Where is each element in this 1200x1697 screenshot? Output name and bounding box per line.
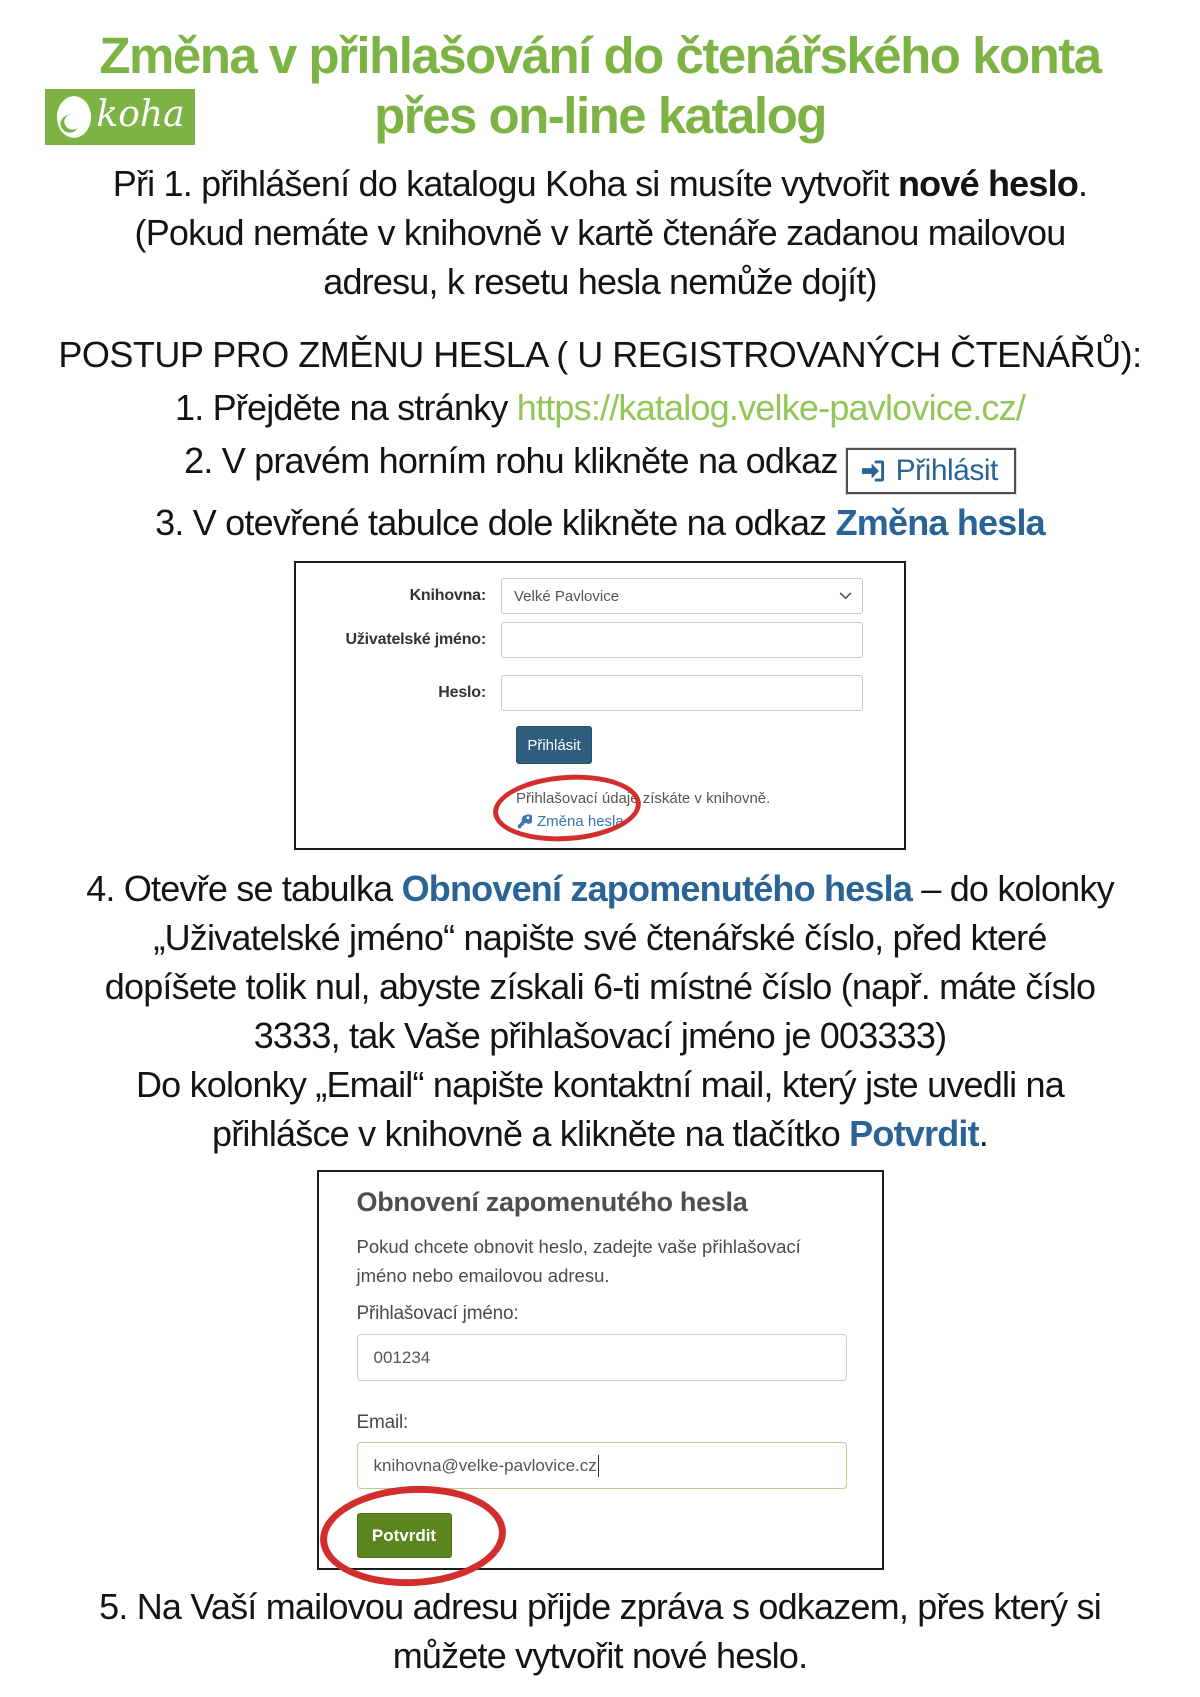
- catalog-url-link[interactable]: https://katalog.velke-pavlovice.cz/: [516, 387, 1026, 429]
- library-select[interactable]: [501, 578, 863, 614]
- change-password-link[interactable]: [517, 813, 624, 830]
- reset-form-screenshot: [317, 1170, 884, 1570]
- reset-email-value: knihovna@velke-pavlovice.cz: [373, 1455, 597, 1475]
- section4-line1: 4. Otevře se tabulka Obnovení zapomenutého hesla – do kolonky: [86, 868, 1114, 910]
- step-2: 2. V pravém horním rohu klikněte na odkaz Přihlásit: [0, 436, 1200, 494]
- reset-form-description: Pokud chcete obnovit heslo, zadejte vaše přihlašovací jméno nebo emailovou adresu.: [356, 1236, 801, 1287]
- potvrdit-reference: Potvrdit: [849, 1113, 979, 1155]
- obnoveni-reference: Obnovení zapomenutého hesla: [401, 868, 913, 910]
- library-label: Knihovna:: [409, 587, 486, 605]
- red-circle-annotation: [491, 770, 643, 846]
- username-row: [296, 622, 904, 658]
- change-password-link-label: Změna hesla: [537, 813, 624, 831]
- reset-form-heading: Obnovení zapomenutého hesla: [356, 1187, 748, 1218]
- prihlasit-inline-button[interactable]: [846, 448, 1016, 494]
- step-3: 3. V otevřené tabulce dole klikněte na odkaz Změna hesla: [155, 502, 1045, 544]
- intro-line2: (Pokud nemáte v knihovně v kartě čtenáře zadanou mailovou: [134, 212, 1066, 254]
- sign-in-icon: [859, 457, 887, 485]
- library-row: [296, 578, 904, 614]
- title-row: [0, 87, 1200, 147]
- login-submit-button[interactable]: Přihlásit: [516, 726, 592, 764]
- section4-line4: 3333, tak Vaše přihlašovací jméno je 003333): [253, 1015, 947, 1057]
- intro-line1: Při 1. přihlášení do katalogu Koha si musíte vytvořit nové heslo.: [112, 163, 1088, 205]
- page-title: Změna v přihlašování do čtenářského konta: [99, 27, 1101, 84]
- koha-logo: [45, 89, 195, 145]
- section4-line5: Do kolonky „Email“ napište kontaktní mail, který jste uvedli na: [135, 1064, 1065, 1106]
- password-input[interactable]: [501, 675, 863, 711]
- library-select-value: Velké Pavlovice: [514, 587, 620, 605]
- reset-email-input[interactable]: [357, 1442, 847, 1489]
- intro-bold: nové heslo: [897, 163, 1079, 205]
- step-1: 1. Přejděte na stránky https://katalog.velke-pavlovice.cz/: [174, 387, 1026, 429]
- password-row: [296, 675, 904, 711]
- procedure-heading: POSTUP PRO ZMĚNU HESLA ( U REGISTROVANÝCH ČTENÁŘŮ):: [58, 334, 1142, 376]
- password-label: Heslo:: [438, 684, 486, 702]
- confirm-button[interactable]: Potvrdit: [357, 1513, 452, 1558]
- step5-line2: můžete vytvořit nové heslo.: [392, 1635, 808, 1677]
- chevron-down-icon: [839, 592, 852, 600]
- section4-line2: „Uživatelské jméno“ napište své čtenářské číslo, před které: [153, 917, 1047, 959]
- koha-egg-icon: [55, 95, 93, 139]
- section4-line6: přihlášce v knihovně a klikněte na tlačítko Potvrdit.: [212, 1113, 988, 1155]
- section4-line3: dopíšete tolik nul, abyste získali 6-ti místné číslo (např. máte číslo: [104, 966, 1096, 1008]
- zmena-hesla-reference: Změna hesla: [835, 502, 1045, 544]
- intro-line3: adresu, k resetu hesla nemůže dojít): [323, 261, 877, 303]
- reset-username-value: 001234: [373, 1347, 431, 1367]
- step5-line1: 5. Na Vaší mailovou adresu přijde zpráva s odkazem, přes který si: [99, 1586, 1101, 1628]
- steps-list: [0, 383, 1200, 547]
- reset-email-label: Email:: [356, 1412, 409, 1434]
- login-note: Přihlašovací údaje získáte v knihovně.: [516, 790, 771, 808]
- text-cursor: [598, 1455, 600, 1477]
- page-title-line2: přes on-line katalog: [374, 87, 826, 145]
- koha-logo-text: koha: [96, 93, 185, 135]
- intro-paragraph: [0, 159, 1200, 306]
- section4-paragraph: [0, 864, 1200, 1158]
- key-icon: [517, 814, 532, 829]
- prihlasit-inline-label: Přihlásit: [895, 454, 998, 488]
- login-form-screenshot: [294, 561, 906, 850]
- reset-username-label: Přihlašovací jméno:: [356, 1303, 519, 1325]
- step-5-paragraph: [0, 1582, 1200, 1680]
- username-input[interactable]: [501, 622, 863, 658]
- username-label: Uživatelské jméno:: [345, 631, 486, 649]
- reset-username-input[interactable]: [357, 1334, 847, 1381]
